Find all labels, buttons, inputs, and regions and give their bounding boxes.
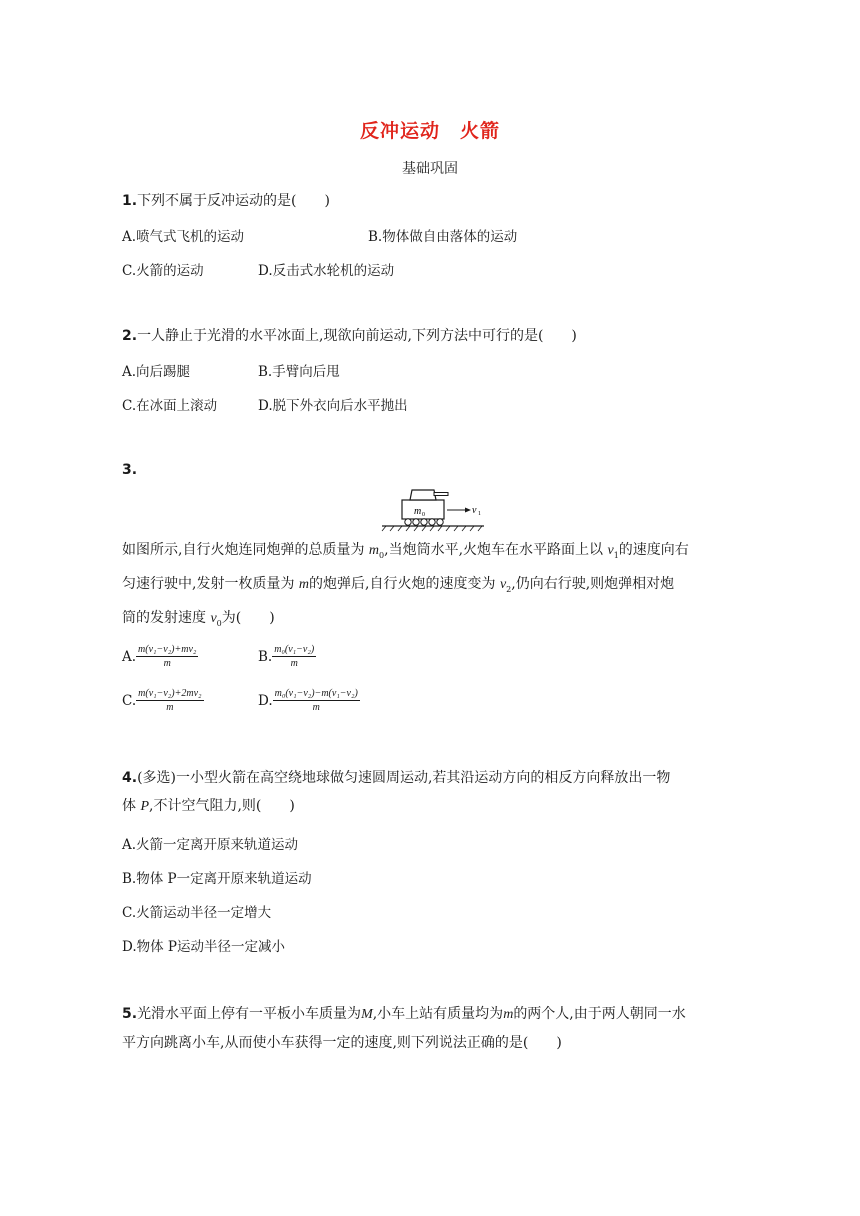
option-a: A.喷气式飞机的运动: [122, 229, 245, 245]
variable: m: [368, 543, 380, 558]
velocity-arrowhead: [465, 508, 471, 513]
subscript: 0: [379, 550, 385, 560]
question-text: 下列不属于反冲运动的是( ): [137, 193, 330, 209]
question-3-line-2: [122, 570, 742, 604]
text-span: ,当炮筒水平,火炮车在水平路面上以: [384, 542, 608, 558]
question-1-stem: [122, 190, 330, 210]
option-a: A.向后踢腿: [122, 364, 191, 380]
text-span: (多选)一小型火箭在高空绕地球做匀速圆周运动,若其沿运动方向的相反方向释放出一物: [137, 770, 671, 786]
text-span: ,小车上站有质量均为: [372, 1006, 504, 1022]
question-4-line-2: [122, 792, 742, 821]
numerator: m(v₁−v₂)+mv₂: [138, 644, 197, 655]
question-number: 2.: [122, 328, 138, 344]
question-5-line-2: [122, 1029, 742, 1057]
option-label: C.: [122, 692, 137, 709]
fraction: [136, 644, 198, 669]
option-label: B.: [258, 648, 273, 665]
option-c: [122, 688, 204, 713]
question-2-stem: [122, 325, 577, 345]
question-3-line-3: [122, 604, 742, 638]
option-d: D.脱下外衣向后水平抛出: [258, 398, 408, 414]
question-3-stem: [122, 536, 742, 637]
fraction: [136, 688, 203, 713]
variable: v: [499, 576, 507, 592]
option-d: [258, 688, 360, 713]
text-span: 的两个人,由于两人朝同一水: [513, 1006, 686, 1022]
text-span: 筒的发射速度: [122, 609, 211, 626]
option-b: [258, 644, 316, 669]
text-span: 光滑水平面上停有一平板小车质量为: [137, 1006, 362, 1022]
tank-turret: [410, 490, 436, 500]
mass-label: m: [414, 506, 422, 517]
option-c: C.火箭运动半径一定增大: [122, 905, 272, 921]
denominator: m: [290, 658, 298, 669]
text-span: 匀速行驶中,发射一枚质量为: [122, 575, 299, 592]
text-span: 的炮弹后,自行火炮的速度变为: [309, 575, 500, 592]
question-3-line-1: [122, 536, 742, 570]
option-b: B.手臂向后甩: [258, 364, 340, 380]
option-a: A.火箭一定离开原来轨道运动: [122, 837, 299, 853]
variable: m: [503, 1007, 514, 1022]
option-a: [122, 644, 198, 669]
question-number: 4.: [122, 770, 138, 786]
question-5-stem: [122, 1000, 742, 1057]
question-4-stem: [122, 764, 742, 821]
question-3-number: [122, 462, 137, 478]
question-number: 3.: [122, 462, 138, 478]
variable: v: [607, 543, 614, 558]
question-number: 5.: [122, 1006, 138, 1022]
question-number: 1.: [122, 193, 138, 209]
text-span: ,仍向右行驶,则炮弹相对炮: [511, 575, 675, 592]
ground-hatching: [382, 526, 482, 531]
text-span: 体: [122, 798, 141, 814]
text-span: 为( ): [221, 609, 275, 626]
fraction: [273, 688, 360, 713]
option-b: B.物体做自由落体的运动: [368, 229, 518, 245]
numerator: m(v₁−v₂)+2mv₂: [138, 688, 202, 699]
subscript: 1: [613, 550, 619, 560]
fraction: [272, 644, 316, 669]
question-text: 一人静止于光滑的水平冰面上,现欲向前运动,下列方法中可行的是( ): [137, 328, 577, 344]
variable: v: [210, 610, 217, 626]
text-span: 平方向跳离小车,从而使小车获得一定的速度,则下列说法正确的是( ): [122, 1035, 562, 1051]
numerator: m₀(v₁−v₂)−m(v₁−v₂): [274, 688, 358, 699]
variable: M: [361, 1007, 373, 1022]
numerator: m₀(v₁−v₂): [274, 644, 315, 655]
velocity-label: v: [472, 505, 477, 516]
tank-wheels: [405, 519, 443, 525]
option-b: B.物体 P一定离开原来轨道运动: [122, 871, 312, 887]
section-heading: 基础巩固: [402, 161, 458, 177]
subscript: 0: [216, 618, 222, 628]
question-5-line-1: [122, 1000, 742, 1029]
velocity-subscript: 1: [478, 511, 481, 517]
variable: m: [298, 576, 310, 592]
text-span: ,不计空气阻力,则( ): [149, 798, 295, 814]
option-label: D.: [258, 692, 273, 709]
option-d: D.物体 P运动半径一定减小: [122, 939, 286, 955]
option-label: A.: [122, 648, 137, 665]
question-4-line-1: [122, 764, 742, 792]
denominator: m: [163, 658, 171, 669]
option-d: D.反击式水轮机的运动: [258, 263, 395, 279]
option-c: C.火箭的运动: [122, 263, 204, 279]
tank-barrel: [434, 493, 448, 496]
denominator: m: [166, 702, 174, 713]
subscript: 2: [506, 584, 512, 594]
artillery-figure: [378, 482, 488, 532]
mass-subscript: 0: [422, 512, 425, 518]
page-title: 反冲运动 火箭: [359, 120, 500, 142]
variable: P: [140, 799, 150, 814]
option-c: C.在冰面上滚动: [122, 398, 218, 414]
text-span: 的速度向右: [618, 542, 689, 558]
denominator: m: [312, 702, 320, 713]
text-span: 如图所示,自行火炮连同炮弹的总质量为: [122, 542, 369, 558]
